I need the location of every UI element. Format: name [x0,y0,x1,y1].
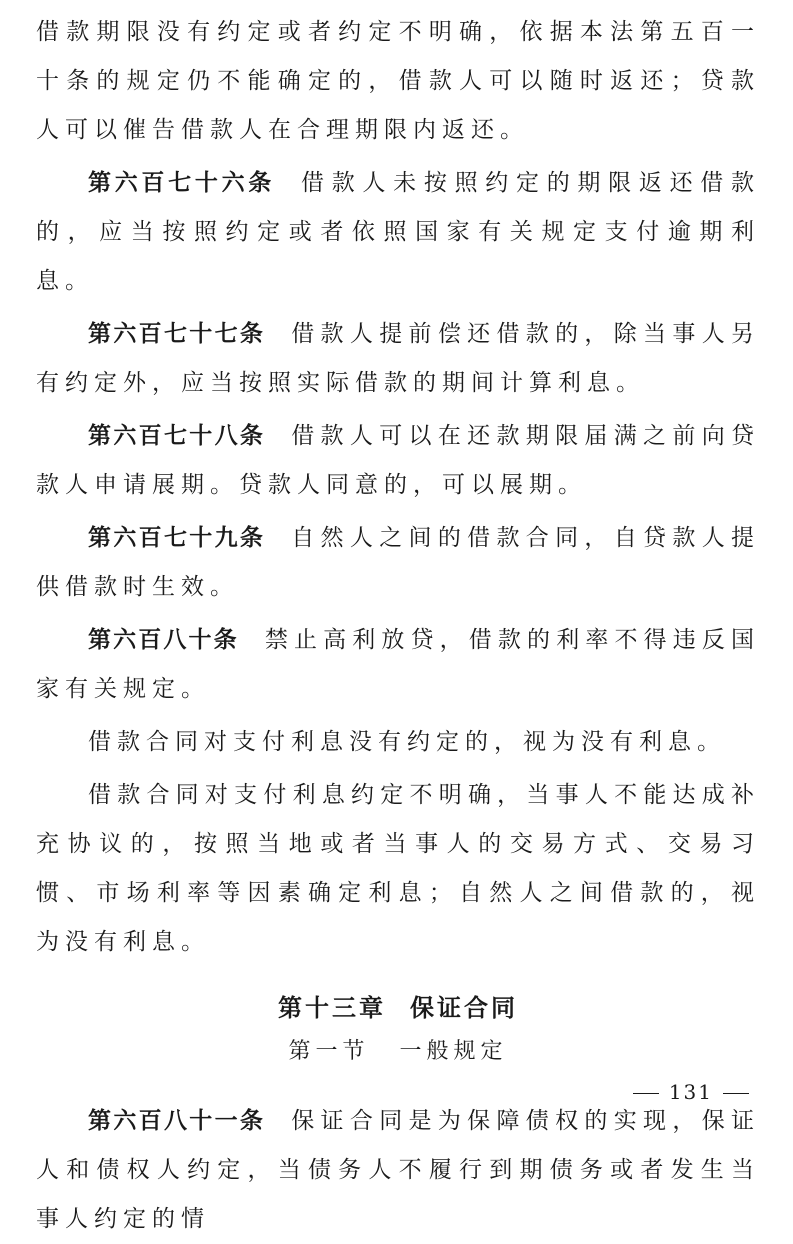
article-number: 第六百七十九条 [88,525,266,551]
article-679 [36,514,760,612]
article-681 [36,1097,760,1244]
article-677 [36,310,760,408]
page-number-value: 131 [668,1080,713,1104]
article-676 [36,159,760,306]
article-number: 第六百八十一条 [88,1108,266,1134]
article-text: 禁止高利放贷，借款的利率不得违反国家有关规定。 [36,627,761,702]
section-heading [36,1031,760,1073]
article-680-para-2 [36,718,760,767]
dash-right-icon [723,1093,749,1094]
article-680 [36,616,760,714]
page-number [623,1080,759,1104]
section-number: 第一节 [288,1039,370,1064]
article-text: 借款人可以在还款期限届满之前向贷款人申请展期。贷款人同意的，可以展期。 [36,423,761,498]
chapter-heading [36,985,760,1031]
article-number: 第六百七十七条 [88,321,266,347]
section-title: 一般规定 [399,1039,508,1064]
article-text: 保证合同是为保障债权的实现，保证人和债权人约定，当债务人不履行到期债务或者发生当事人约定的情 [36,1108,761,1232]
article-678 [36,412,760,510]
article-text: 借款人提前偿还借款的，除当事人另有约定外，应当按照实际借款的期间计算利息。 [36,321,761,396]
chapter-title: 保证合同 [410,994,518,1022]
article-680-para-3 [36,771,760,967]
paragraph-text: 借款合同对支付利息没有约定的，视为没有利息。 [88,729,726,755]
paragraph-text: 借款合同对支付利息约定不明确，当事人不能达成补充协议的，按照当地或者当事人的交易方式、交易习惯、市场利率等因素确定利息；自然人之间借款的，视为没有利息。 [36,782,760,955]
article-number: 第六百七十八条 [88,423,266,449]
paragraph-continuation [36,8,760,155]
document-page [36,8,760,1244]
chapter-number: 第十三章 [278,994,386,1022]
article-text: 自然人之间的借款合同，自贷款人提供借款时生效。 [36,525,761,600]
dash-left-icon [633,1093,659,1094]
article-number: 第六百八十条 [88,627,239,653]
article-text: 借款人未按照约定的期限返还借款的，应当按照约定或者依照国家有关规定支付逾期利息。 [36,170,761,294]
paragraph-text: 借款期限没有约定或者约定不明确，依据本法第五百一十条的规定仍不能确定的，借款人可以随时返还；贷款人可以催告借款人在合理期限内返还。 [36,19,760,143]
article-number: 第六百七十六条 [88,170,275,196]
